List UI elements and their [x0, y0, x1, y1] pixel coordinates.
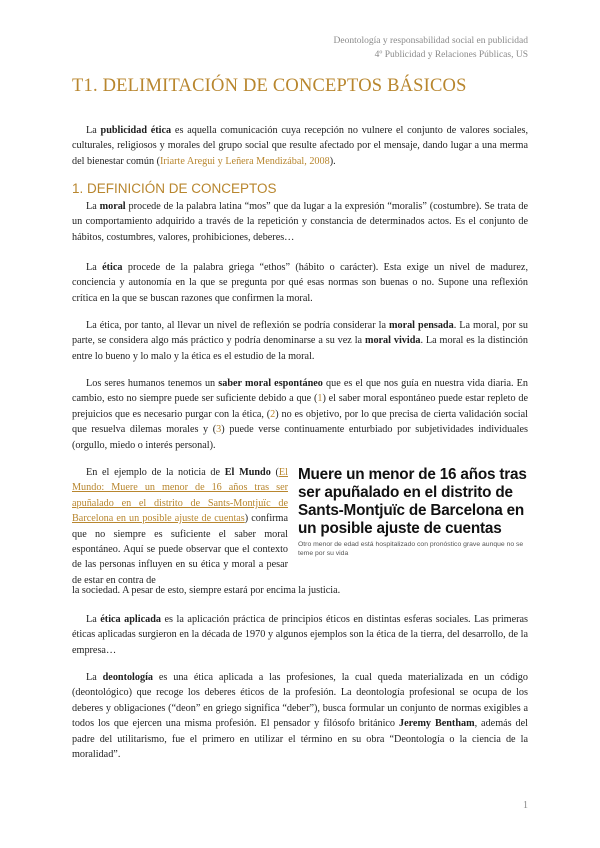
news-link[interactable]: El Mundo: Muere un menor de 16 años tras ser apuñalado en el distrito de Sants-Montjuïc de Barcelona en un posible ajuste de cuentas — [72, 467, 288, 525]
news-screenshot — [298, 466, 534, 558]
paragraph-etica: La ética procede de la palabra griega “ethos” (hábito o carácter). Esta exige un nivel de madurez, conciencia y autonomía en la que se pregunta por qué esas normas son buenas o no. Supone una reflexión crítica en la que se buscan razones que confirmen la moral. — [72, 262, 529, 304]
news-headline: Muere un menor de 16 años tras ser apuñalado en el distrito de Sants-Montjuïc de Barcelona en un posible ajuste de cuentas — [298, 466, 527, 537]
running-header — [334, 34, 528, 62]
intro-paragraph: La publicidad ética es aquella comunicación cuya recepción no vulnere el conjunto de valores sociales, culturales, religiosos y morales del grupo social que resulte afectado por el mensaje, dando lugar a una merma del bienestar común (Iriarte Aregui y Leñera Mendizábal, 2008). — [72, 125, 529, 167]
paragraph-el-mundo-end: la sociedad. A pesar de esto, siempre estará por encima la justicia. — [72, 585, 341, 596]
paragraph-saber-moral: Los seres humanos tenemos un saber moral espontáneo que es el que nos guía en nuestra vida diaria. En cambio, esto no siempre puede ser suficiente debido a que (1) el saber moral espontáneo puede estar repleto de prejuicios que es necesario purgar con la ética, (2) no es objetivo, por lo que precisa de cierta validación social que resuelva dilemas morales y (3) puede verse continuamente enturbiado por subjetividades individuales (orgullo, miedo o interés personal). — [72, 378, 528, 451]
paragraph-deontologia: La deontología es una ética aplicada a las profesiones, la cual queda materializada en un código (deontológico) que recoge los deberes éticos de la profesión. La deontología profesional se ocupa de los deberes y obligaciones (“deon” en griego significa “deber”), busca formular un conjunto de normas exigibles a todos los que ejercen una misma profesión. El pensador y filósofo británico Jeremy Bentham, además del padre del utilitarismo, fue el primero en utilizar el término en su obra “Deontología o la ciencia de la moralidad”. — [72, 672, 528, 761]
news-subheadline: Otro menor de edad está hospitalizado con pronóstico grave aunque no se teme por su vida — [298, 541, 524, 557]
citation-link[interactable]: Iriarte Aregui y Leñera Mendizábal, 2008 — [159, 155, 330, 167]
paragraph-moral-pensada: La ética, por tanto, al llevar un nivel de reflexión se podría considerar la moral pensada. La moral, por su parte, se considera algo más práctico y podría denominarse a su vez la moral vivida. La moral es la distinción entre lo bueno y lo malo y la ética es el estudio de la moral. — [72, 320, 528, 362]
section-heading: 1. DEFINICIÓN DE CONCEPTOS — [72, 181, 277, 196]
header-degree: 4º Publicidad y Relaciones Públicas, US — [374, 50, 528, 60]
page-title: T1. DELIMITACIÓN DE CONCEPTOS BÁSICOS — [72, 76, 467, 96]
paragraph-moral: La moral procede de la palabra latina “mos” que da lugar a la expresión “moralis” (costumbre). Se trata de un comportamiento adquirido a través de la repetición y constancia de determinados actos. Es el conjunto de hábitos, costumbres, valores, prohibiciones, deberes… — [72, 201, 529, 243]
paragraph-el-mundo: En el ejemplo de la noticia de El Mundo (El Mundo: Muere un menor de 16 años tras ser apuñalado en el distrito de Sants-Montjuïc de Barcelona en un posible ajuste de cuentas) confirma que no siempre es suficiente el saber moral espontáneo. Aquí se puede observar que el contexto de las personas influyen en su ética y moral a pesar de estar en contra de — [72, 467, 288, 586]
page-number: 1 — [523, 800, 528, 811]
header-course: Deontología y responsabilidad social en publicidad — [333, 36, 528, 46]
paragraph-etica-aplicada: La ética aplicada es la aplicación práctica de principios éticos en distintas esferas sociales. Las primeras éticas aplicadas surgieron en la década de 1970 y algunos ejemplos son la ética de la tierra, del desarrollo, de la empresa… — [72, 614, 529, 656]
